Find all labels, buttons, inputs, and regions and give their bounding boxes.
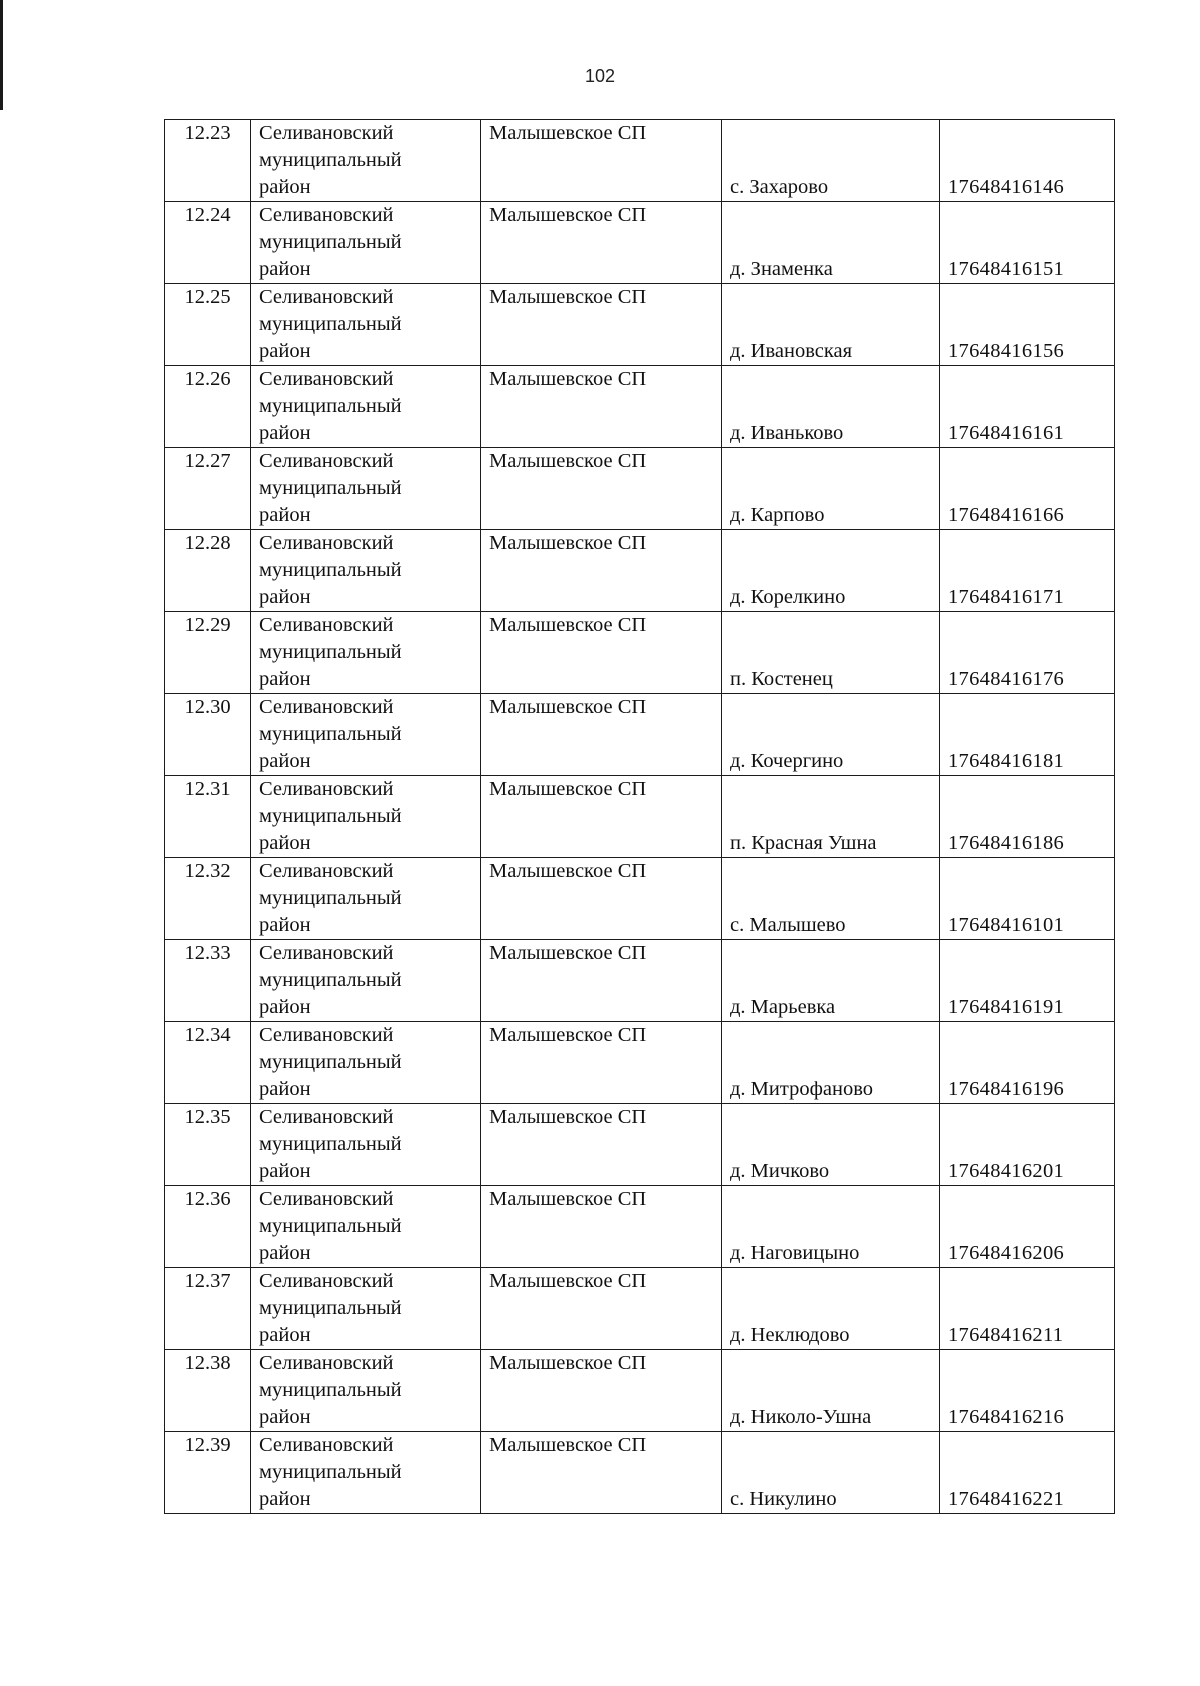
district-cell: Селивановский муниципальный район <box>251 694 481 776</box>
row-number-cell: 12.30 <box>165 694 251 776</box>
settlement-cell: Малышевское СП <box>481 776 722 858</box>
row-number-cell: 12.38 <box>165 1350 251 1432</box>
oktmo-code-cell: 17648416201 <box>940 1104 1115 1186</box>
table-row <box>165 530 1115 612</box>
settlements-table-body <box>165 120 1115 1514</box>
oktmo-code-cell: 17648416206 <box>940 1186 1115 1268</box>
settlement-cell: Малышевское СП <box>481 120 722 202</box>
settlement-cell: Малышевское СП <box>481 612 722 694</box>
locality-cell: д. Карпово <box>722 448 940 530</box>
district-cell: Селивановский муниципальный район <box>251 612 481 694</box>
oktmo-code-cell: 17648416161 <box>940 366 1115 448</box>
row-number-cell: 12.24 <box>165 202 251 284</box>
district-cell: Селивановский муниципальный район <box>251 1022 481 1104</box>
locality-cell: с. Никулино <box>722 1432 940 1514</box>
locality-cell: д. Кочергино <box>722 694 940 776</box>
locality-cell: д. Митрофаново <box>722 1022 940 1104</box>
locality-cell: д. Николо-Ушна <box>722 1350 940 1432</box>
table-row <box>165 1104 1115 1186</box>
district-cell: Селивановский муниципальный район <box>251 284 481 366</box>
oktmo-code-cell: 17648416216 <box>940 1350 1115 1432</box>
row-number-cell: 12.33 <box>165 940 251 1022</box>
table-row <box>165 612 1115 694</box>
oktmo-code-cell: 17648416101 <box>940 858 1115 940</box>
table-row <box>165 120 1115 202</box>
district-cell: Селивановский муниципальный район <box>251 202 481 284</box>
settlement-cell: Малышевское СП <box>481 1022 722 1104</box>
district-cell: Селивановский муниципальный район <box>251 776 481 858</box>
table-row <box>165 1186 1115 1268</box>
district-cell: Селивановский муниципальный район <box>251 1186 481 1268</box>
settlement-cell: Малышевское СП <box>481 1186 722 1268</box>
oktmo-code-cell: 17648416156 <box>940 284 1115 366</box>
locality-cell: д. Знаменка <box>722 202 940 284</box>
oktmo-code-cell: 17648416186 <box>940 776 1115 858</box>
district-cell: Селивановский муниципальный район <box>251 1268 481 1350</box>
locality-cell: с. Захарово <box>722 120 940 202</box>
locality-cell: д. Марьевка <box>722 940 940 1022</box>
oktmo-code-cell: 17648416196 <box>940 1022 1115 1104</box>
settlement-cell: Малышевское СП <box>481 530 722 612</box>
oktmo-code-cell: 17648416166 <box>940 448 1115 530</box>
settlement-cell: Малышевское СП <box>481 858 722 940</box>
table-row <box>165 940 1115 1022</box>
locality-cell: д. Ивановская <box>722 284 940 366</box>
locality-cell: д. Корелкино <box>722 530 940 612</box>
locality-cell: п. Красная Ушна <box>722 776 940 858</box>
table-row <box>165 858 1115 940</box>
oktmo-code-cell: 17648416221 <box>940 1432 1115 1514</box>
locality-cell: д. Неклюдово <box>722 1268 940 1350</box>
table-row <box>165 1432 1115 1514</box>
table-row <box>165 1022 1115 1104</box>
row-number-cell: 12.25 <box>165 284 251 366</box>
locality-cell: д. Иваньково <box>722 366 940 448</box>
locality-cell: д. Наговицыно <box>722 1186 940 1268</box>
row-number-cell: 12.39 <box>165 1432 251 1514</box>
row-number-cell: 12.27 <box>165 448 251 530</box>
locality-cell: с. Малышево <box>722 858 940 940</box>
district-cell: Селивановский муниципальный район <box>251 940 481 1022</box>
district-cell: Селивановский муниципальный район <box>251 448 481 530</box>
table-row <box>165 1350 1115 1432</box>
district-cell: Селивановский муниципальный район <box>251 366 481 448</box>
row-number-cell: 12.23 <box>165 120 251 202</box>
row-number-cell: 12.31 <box>165 776 251 858</box>
table-row <box>165 202 1115 284</box>
district-cell: Селивановский муниципальный район <box>251 1350 481 1432</box>
settlement-cell: Малышевское СП <box>481 202 722 284</box>
scan-edge-mark <box>0 0 3 110</box>
oktmo-code-cell: 17648416146 <box>940 120 1115 202</box>
row-number-cell: 12.36 <box>165 1186 251 1268</box>
settlement-cell: Малышевское СП <box>481 1350 722 1432</box>
district-cell: Селивановский муниципальный район <box>251 1432 481 1514</box>
settlement-cell: Малышевское СП <box>481 366 722 448</box>
locality-cell: п. Костенец <box>722 612 940 694</box>
table-row <box>165 776 1115 858</box>
settlements-table <box>164 119 1115 1514</box>
oktmo-code-cell: 17648416151 <box>940 202 1115 284</box>
page-number: 102 <box>584 66 616 86</box>
row-number-cell: 12.34 <box>165 1022 251 1104</box>
oktmo-code-cell: 17648416191 <box>940 940 1115 1022</box>
row-number-cell: 12.26 <box>165 366 251 448</box>
row-number-cell: 12.28 <box>165 530 251 612</box>
settlement-cell: Малышевское СП <box>481 694 722 776</box>
table-row <box>165 694 1115 776</box>
oktmo-code-cell: 17648416211 <box>940 1268 1115 1350</box>
district-cell: Селивановский муниципальный район <box>251 120 481 202</box>
settlement-cell: Малышевское СП <box>481 1104 722 1186</box>
oktmo-code-cell: 17648416181 <box>940 694 1115 776</box>
row-number-cell: 12.35 <box>165 1104 251 1186</box>
table-row <box>165 284 1115 366</box>
district-cell: Селивановский муниципальный район <box>251 858 481 940</box>
settlement-cell: Малышевское СП <box>481 1268 722 1350</box>
locality-cell: д. Мичково <box>722 1104 940 1186</box>
row-number-cell: 12.32 <box>165 858 251 940</box>
table-row <box>165 366 1115 448</box>
oktmo-code-cell: 17648416171 <box>940 530 1115 612</box>
row-number-cell: 12.37 <box>165 1268 251 1350</box>
table-row <box>165 1268 1115 1350</box>
oktmo-code-cell: 17648416176 <box>940 612 1115 694</box>
settlement-cell: Малышевское СП <box>481 448 722 530</box>
table-row <box>165 448 1115 530</box>
settlement-cell: Малышевское СП <box>481 284 722 366</box>
settlement-cell: Малышевское СП <box>481 940 722 1022</box>
district-cell: Селивановский муниципальный район <box>251 1104 481 1186</box>
row-number-cell: 12.29 <box>165 612 251 694</box>
district-cell: Селивановский муниципальный район <box>251 530 481 612</box>
settlement-cell: Малышевское СП <box>481 1432 722 1514</box>
